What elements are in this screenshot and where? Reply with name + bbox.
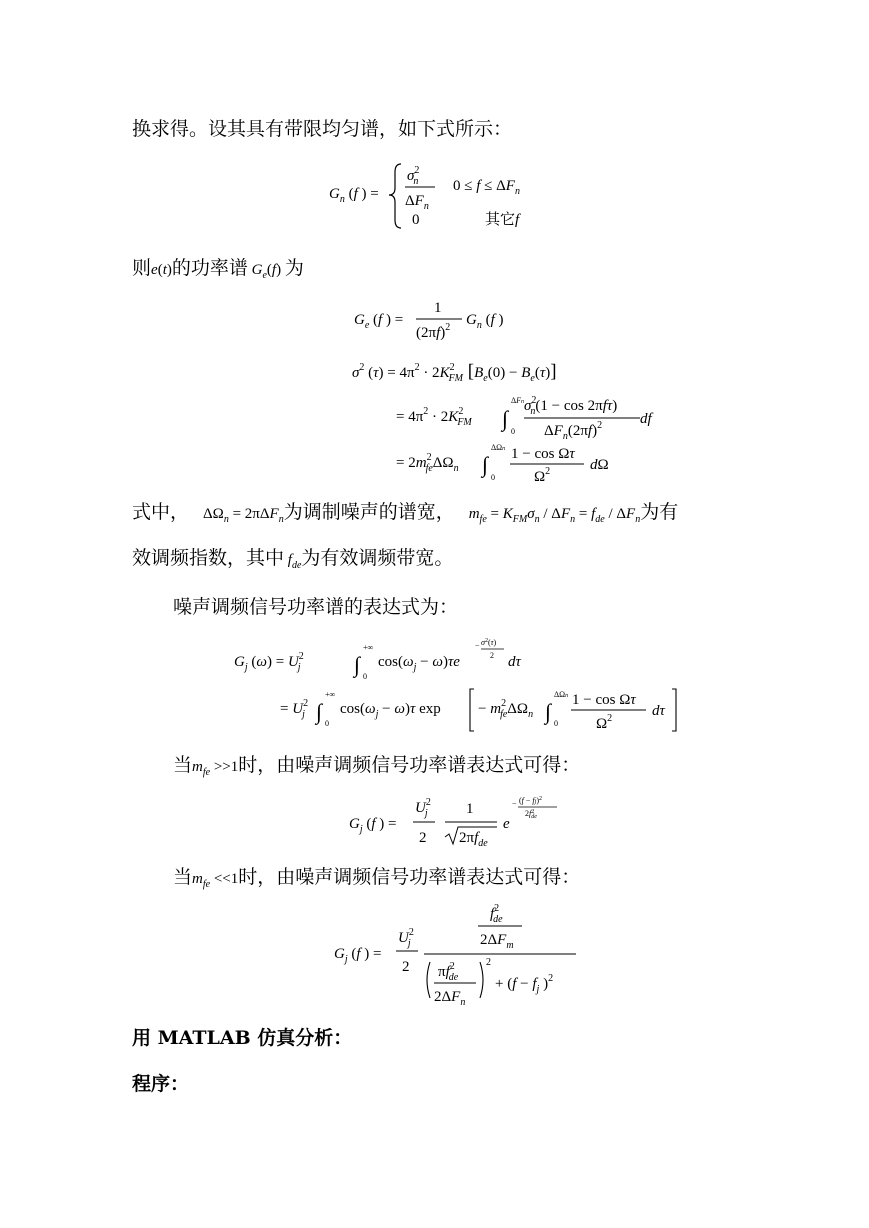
svg-text:∫: ∫: [545, 699, 552, 724]
svg-text:= 2m2feΔΩn: = $2m^2$ feΔΩ$_n$: [396, 452, 459, 474]
paragraph-definitions-pre: 式中，: [132, 501, 190, 523]
svg-text:2: 2: [419, 830, 427, 846]
svg-text:U2j: $U^2$ j: [415, 797, 431, 819]
svg-text:0: 0: [491, 473, 495, 482]
paragraph-mfe-small-pre: 当: [173, 866, 193, 888]
svg-text:Ge (f ) =: $G_e$ (f ) =: [354, 312, 404, 331]
paragraph-power-spectrum-pre: 则: [132, 257, 152, 279]
svg-text:U2j: $U^2$ j: [398, 927, 414, 949]
svg-text:0: 0: [511, 427, 515, 436]
svg-text:dΩ: dΩ: [590, 457, 609, 473]
inline-math-mfe-ll: $m_{fe} <<1$: [192, 871, 239, 890]
svg-text:其它f: 其它f: [485, 212, 520, 228]
heading-matlab-simulation: [132, 1027, 352, 1049]
inline-math-delta-omega: $\Delta\Omega_n = 2\pi\Delta F_n$: [203, 506, 284, 525]
svg-text:ΔΩn: ΔΩn: [491, 443, 506, 452]
svg-text:2ΔFn: $2\Delta F_n$: [434, 989, 466, 1008]
svg-text:∫: ∫: [354, 652, 361, 677]
svg-text:+∞: +∞: [325, 690, 336, 699]
svg-text:cos(ωj − ω)τ exp: $\cos(\omega_j - \omega)\tau$ exp: [340, 701, 441, 720]
svg-text:2: 2: [490, 651, 494, 660]
svg-text:Ω2: $\Omega^2$: [596, 713, 613, 732]
paragraph-mfe-small-post: 时，由噪声调频信号功率谱表达式可得：: [238, 866, 581, 888]
svg-text:πf2de: $\pi f^2$ de: [438, 961, 459, 983]
svg-text:= U2j: = $U^2$ j: [280, 698, 309, 720]
svg-text:+ (f − fj )2: + ($f - f_j$ )$^2$: [495, 973, 554, 995]
svg-text:2ΔFm: $2\Delta F_m$: [480, 932, 514, 951]
svg-text:Gn (f ) =: $G_n$ (f ) =: [329, 186, 379, 205]
paragraph-effective-index-post: 为有效调频带宽。: [301, 547, 454, 569]
heading-matlab-simulation-text: 用 MATLAB 仿真分析：: [132, 1027, 353, 1049]
paragraph-power-spectrum-mid: 的功率谱: [171, 257, 248, 279]
paragraph-mfe-small: [173, 866, 580, 896]
heading-program-text: 程序：: [132, 1073, 190, 1095]
svg-text:e: e: [503, 816, 510, 832]
svg-text:ΔΩn: ΔΩn: [554, 690, 569, 699]
svg-text:−: −: [512, 799, 517, 808]
svg-text:cos(ωj − ω)τe: $\cos(\omega_j - \omega)\tau e$: [378, 654, 460, 673]
svg-text:Gj (ω) = U2j: $G_j$ $(\omega) = U^2$ j: [234, 651, 304, 673]
paragraph-nfm-spectrum-text: 噪声调频信号功率谱的表达式为：: [173, 596, 459, 618]
equation-gj-small-index: [330, 902, 590, 1012]
svg-text:∫: ∫: [482, 452, 489, 477]
inline-math-mfe-definition: $m_{fe} = K_{FM}\sigma_n / \Delta F_n = f_{de} / \Delta F_n$: [468, 506, 641, 525]
svg-text:σ2(τ): $\sigma^2(\tau)$: [481, 638, 497, 647]
svg-text:2: 2: [402, 959, 410, 975]
heading-program: [132, 1073, 189, 1095]
equation-ge: [350, 296, 530, 346]
equation-gn-piecewise: [325, 158, 555, 233]
svg-text:Gj (f ) =: $G_j$ (f ) =: [334, 946, 382, 965]
paragraph-definitions-mid: 为调制噪声的谱宽，: [283, 501, 455, 523]
inline-math-mfe-gg: $m_{fe} >>1$: [192, 759, 239, 778]
svg-text:− m2feΔΩn: − $m^2$ feΔΩ$_n$: [478, 698, 534, 720]
paragraph-power-spectrum: [132, 257, 304, 287]
svg-text:(f − fj)2: (f − fj)$^2$: [519, 796, 542, 805]
svg-text:df: df: [640, 411, 652, 427]
paragraph-intro-text: 换求得。设其具有带限均匀谱，如下式所示：: [132, 118, 513, 140]
svg-text:0: 0: [554, 719, 558, 728]
equation-sigma: [348, 355, 678, 485]
svg-text:ΔFn(2πf)2: $\Delta F_n(2\pi f)^2$: [544, 420, 603, 442]
svg-text:0: 0: [325, 719, 329, 728]
inline-math-gef: $G_e(f)$: [247, 262, 282, 281]
paragraph-intro: [132, 118, 512, 140]
svg-text:(2πf)2: $(2\pi f)^2$: [416, 322, 451, 341]
paragraph-nfm-spectrum: [173, 596, 458, 618]
equation-gj-large-index: [345, 792, 575, 852]
svg-text:1 − cos Ωτ: 1 − cos Ωτ: [511, 446, 575, 462]
svg-text:2: 2: [486, 957, 491, 968]
svg-text:σ2 (τ) = 4π2 · 2K2FM [Be(0) −: $\sigma^2$ $(\tau) = 4\pi^2 \cdot 2K^2$ FM $[B_e(0) - B_e(\tau)]$: [352, 361, 557, 384]
svg-text:dτ: dτ: [652, 703, 665, 719]
svg-text:ΔFn: ΔFn: [511, 396, 525, 405]
svg-text:ΔFn: $\Delta F_n$: [405, 193, 429, 212]
paragraph-power-spectrum-post: 为: [284, 257, 304, 279]
svg-text:1: 1: [434, 300, 442, 316]
paragraph-mfe-large-post: 时，由噪声调频信号功率谱表达式可得：: [238, 754, 581, 776]
paragraph-mfe-large: [173, 754, 580, 784]
svg-text:0: 0: [412, 212, 420, 228]
svg-text:1 − cos Ωτ: 1 − cos Ωτ: [572, 692, 636, 708]
svg-text:0: 0: [363, 672, 367, 681]
svg-text:2f2de: $2f^2$ de: [525, 809, 537, 820]
svg-text:σ2n: $\sigma^2$ n: [407, 165, 420, 187]
paragraph-definitions-post: 为有: [640, 501, 679, 523]
paragraph-effective-index-pre: 效调频指数，其中: [132, 547, 285, 569]
svg-text:dτ: dτ: [508, 654, 521, 670]
svg-text:∫: ∫: [502, 406, 509, 431]
paragraph-mfe-large-pre: 当: [173, 754, 193, 776]
inline-math-et: e(t): [151, 262, 172, 278]
equation-gj-omega: [232, 636, 682, 736]
svg-text:1: 1: [466, 801, 474, 817]
svg-text:σ2n(1 − cos 2πfτ): $\sigma^2$ n(1 − cos 2πfτ): [524, 395, 618, 417]
svg-text:= 4π2 · 2K2FM: = $4\pi^2 \cdot 2K^2$ FM: [396, 406, 472, 428]
svg-text:2πfde: $2\pi f_{de}$: [459, 830, 488, 849]
svg-text:+∞: +∞: [363, 643, 374, 652]
svg-text:−: −: [475, 641, 480, 650]
svg-text:Gj (f ) =: $G_j$ (f ) =: [349, 816, 397, 835]
svg-text:0 ≤ f ≤ ΔFn: $0 \le f \le \Delta F_n$: [453, 178, 520, 197]
inline-math-fde: $f_{de}$: [284, 552, 302, 571]
svg-text:∫: ∫: [316, 699, 323, 724]
svg-text:f2de: $f^2$ de: [490, 903, 503, 925]
svg-text:Ω2: $\Omega^2$: [534, 466, 551, 485]
svg-text:Gn (f ): $G_n$ (f ): [466, 312, 504, 331]
paragraph-definitions: [132, 501, 678, 531]
paragraph-effective-index: [132, 547, 453, 577]
